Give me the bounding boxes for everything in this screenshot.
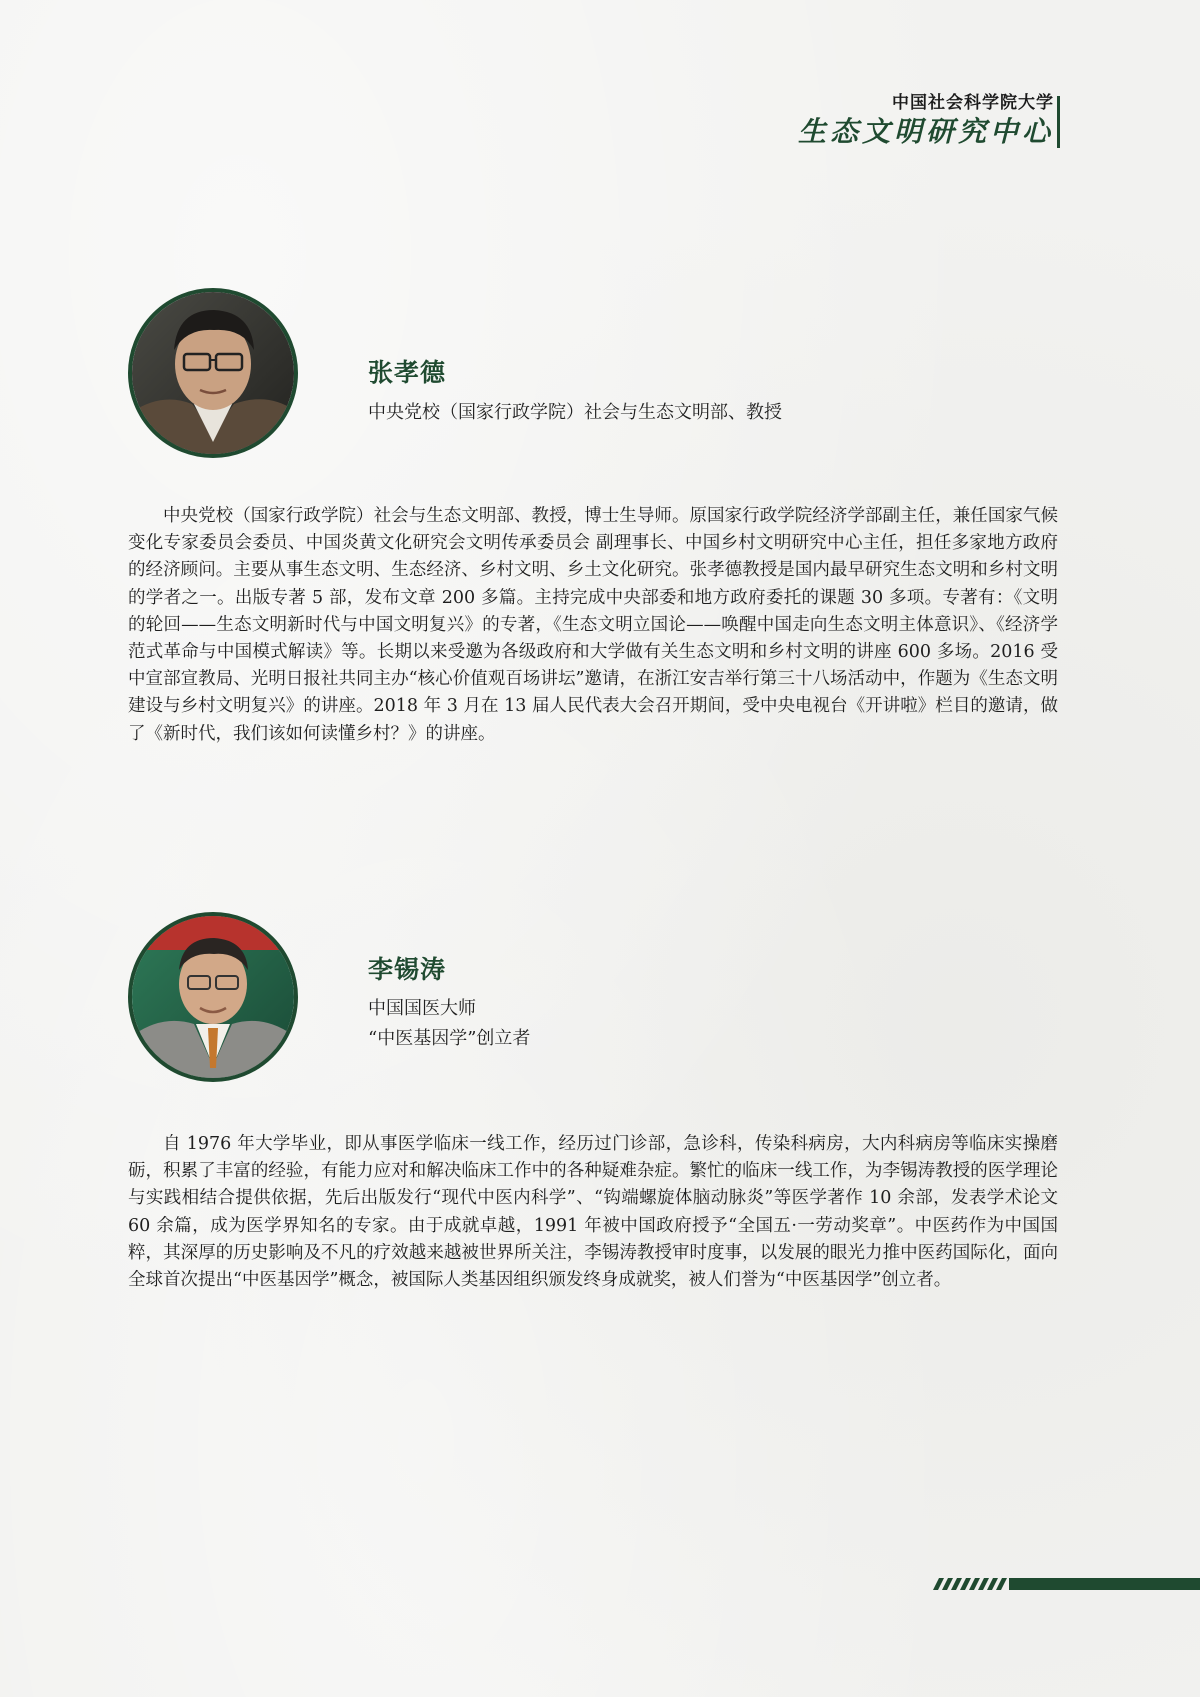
- person-bio: 中央党校（国家行政学院）社会与生态文明部、教授，博士生导师。原国家行政学院经济学部副主任，兼任国家气候变化专家委员会委员、中国炎黄文化研究会文明传承委员会 副理事长、中国乡村文明研究中心主任，担任多家地方政府的经济顾问。主要从事生态文明、生态经济、乡村文明、乡土文化研究。张孝德教授是国内最早研究生态文明和乡村文明的学者之一。出版专著 5 部，发布文章 200 多篇。主持完成中央部委和地方政府委托的课题 30 多项。专著有：《文明的轮回——生态文明新时代与中国文明复兴》的专著，《生态文明立国论——唤醒中国走向生态文明主体意识》、《经济学范式革命与中国模式解读》等。长期以来受邀为各级政府和大学做有关生态文明和乡村文明的讲座 600 多场。2016 受中宣部宣教局、光明日报社共同主办“核心价值观百场讲坛”邀请，在浙江安吉举行第三十八场活动中，作题为《生态文明建设与乡村文明复兴》的讲座。2018 年 3 月在 13 届人民代表大会召开期间，受中央电视台《开讲啦》栏目的邀请，做了《新时代，我们该如何读懂乡村？》的讲座。: [128, 506, 1058, 744]
- person-title: “中医基因学”创立者: [368, 1028, 531, 1049]
- person-name: 张孝德: [368, 358, 447, 387]
- avatar-li: [128, 912, 298, 1082]
- avatar-zhang: [128, 288, 298, 458]
- portrait-image: [132, 916, 294, 1078]
- header-org: 中国社会科学院大学: [892, 93, 1054, 113]
- header-divider-bar: [1057, 96, 1060, 148]
- header-logo: [798, 92, 1054, 150]
- person-bio: 自 1976 年大学毕业，即从事医学临床一线工作，经历过门诊部，急诊科，传染科病房，大内科病房等临床实操磨砺，积累了丰富的经验，有能力应对和解决临床工作中的各种疑难杂症。繁忙的临床一线工作，为李锡涛教授的医学理论与实践相结合提供依据，先后出版发行“现代中医内科学”、“钩端螺旋体脑动脉炎”等医学著作 10 余部，发表学术论文 60 余篇，成为医学界知名的专家。由于成就卓越，1991 年被中国政府授予“全国五·一劳动奖章”。中医药作为中国国粹，其深厚的历史影响及不凡的疗效越来越被世界所关注，李锡涛教授审时度事，以发展的眼光力推中医药国际化，面向全球首次提出“中医基因学”概念，被国际人类基因组织颁发终身成就奖，被人们誉为“中医基因学”创立者。: [128, 1134, 1058, 1291]
- person-title: 中央党校（国家行政学院）社会与生态文明部、教授: [368, 402, 782, 423]
- portrait-image: [132, 292, 294, 454]
- footer-stripe-decoration: [933, 1578, 1200, 1590]
- person-title: 中国国医大师: [368, 998, 476, 1019]
- header-center-name: 生态文明研究中心: [797, 115, 1054, 148]
- person-name: 李锡涛: [368, 955, 447, 984]
